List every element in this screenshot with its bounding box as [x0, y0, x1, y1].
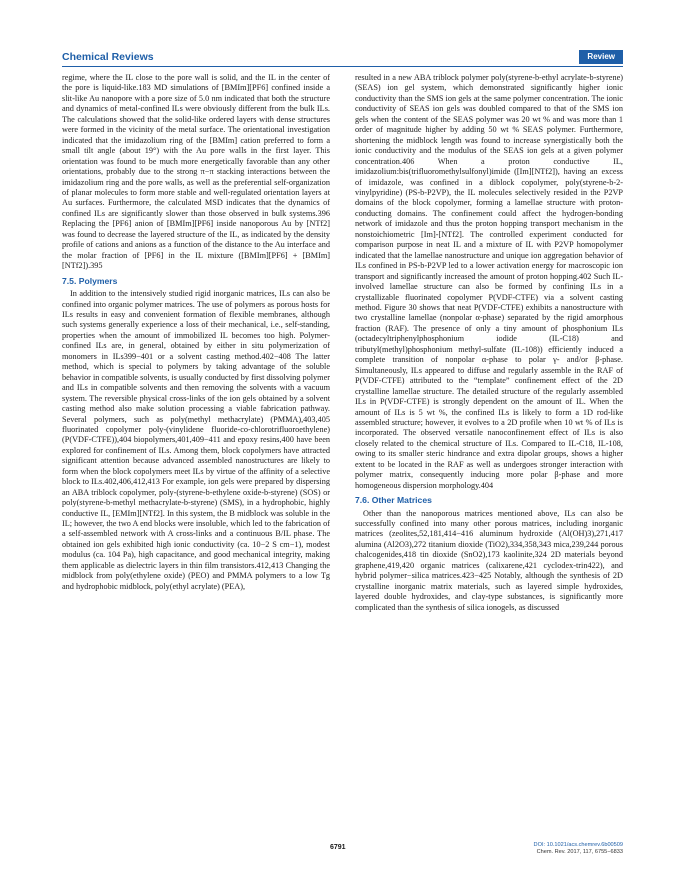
section-heading-other-matrices: 7.6. Other Matrices [355, 495, 432, 506]
right-column [355, 73, 623, 613]
doi-block [534, 842, 623, 856]
left-column [62, 73, 330, 592]
right-paragraph-2: Other than the nanoporous matrices mentioned above, ILs can also be successfully confined into many other porous matrices, including inorganic matrices (zeolites,52,181,414−416 aluminum hydroxide (Al(OH)3),271,417 alumina (Al2O3),272 titanium dioxide (TiO2),334,358,343 mica,239,244 porous chalcogenides,418 tin dioxide (SnO2),173 kaolinite,324 2D materials beyond graphene,419,420 organic matrices (calixarene,421 cyclodex-trin422), and hybrid polymer−silica matrices.423−425 Notably, although the synthesis of 2D crystalline inorganic matrix materials, such as layered simple hydroxides, layered double hydroxides, and clay-type substances, is significantly more complicated than the synthesis of silica ionogels, as discussed [355, 508, 623, 612]
header-rule [62, 66, 623, 67]
left-paragraph-2: In addition to the intensively studied rigid inorganic matrices, ILs can also be confined into organic polymer matrices. The use of polymers as porous hosts for ILs results in easy and convenient formation of flexible membranes, although such systems generally experience a loss of their mechanical, i.e., self-standing, properties when the amount of immobilized IL becomes too high. Polymer-confined ILs are, in general, obtained by either in situ polymerization of monomers in ILs399−401 or a solvent casting method.402−408 The latter method, which is special to polymers by taking advantage of the soluble behavior in compatible solvents, is usually conducted by first dissolving polymer and ILs in compatible solvents and then removing the solvents with a vacuum system. The reversible physical cross-links of the ion gels obtained by a solvent casting method also make solution processing a viable fabrication pathway. Several polymers, such as poly(methyl methacrylate) (PMMA),403,405 fluorinated copolymer poly-(vinylidene fluoride-co-chlorotrifluoroethylene) (P(VDF-CTFE)),404 biopolymers,401,409−411 and epoxy resins,400 have been explored for confinement of ILs. Among them, block copolymers have attracted significant attention because advanced assembled nanostructures are likely to form when the block copolymers meet ILs by virtue of the affinity of a selective block to ILs.402,406,412,413 For example, ion gels were prepared by dispersing an ABA triblock copolymer, poly-(styrene-b-ethylene oxide-b-styrene) (SOS) or poly(styrene-b-methyl methacrylate-b-styrene) (SMS), in a hydrophobic, highly conductive IL, [EMIm][NTf2]. In this system, the B midblock was soluble in the IL; however, the two A end blocks were insoluble, which led to the fabrication of a self-assembled network with A cross-links and a continuous B/IL phase. The obtained ion gels exhibited high ionic conductivity (ca. 10−2 S cm−1), modest modulus (ca. 104 Pa), high capacitance, and good mechanical integrity, making them applicable as dielectric layers in thin film transistors.412,413 Changing the midblock from poly(ethylene oxide) (PEO) and PMMA polymers to a low Tg and hydrophobic midblock, poly(ethyl acrylate) (PEA), [62, 289, 330, 591]
doi-link[interactable]: DOI: 10.1021/acs.chemrev.6b00509 [533, 842, 623, 848]
citation: Chem. Rev. 2017, 117, 6755−6833 [536, 849, 623, 855]
right-paragraph-1: resulted in a new ABA triblock polymer poly(styrene-b-ethyl acrylate-b-styrene) (SEAS) ion gel system, which demonstrated significantly higher ionic conductivity than the SMS ion gels at the same polymer concentration. The ionic conductivity of SEAS ion gels was doubled compared to that of the SMS ion gels when the content of the SEAS polymer was 20 wt % and was more than 1 order of magnitude higher by adding 50 wt % SEAS polymer. Furthermore, shortening the midblock length was found to increase synergistically both the ionic conductivity and the modulus of the SEAS ion gels at a given polymer concentration.406 When a proton conductive IL, imidazolium:bis(trifluoromethylsulfonyl)imide ([Im][NTf2]), having an excess of imidazole, was confined in a diblock copolymer, poly(styrene-b-2-vinylpyridine) (PS-b-P2VP), the IL molecules selectively resided in the P2VP domains of the block copolymer, forming a lamellae structure with proton-conducting domains. The confinement could affect the hydrogen-bonding network of imidazole and thus the proton hopping transport mechanism in the nonstoichiometric [Im]-[NTf2]. The controlled experiment conducted for comparison purpose in neat IL and a mixture of IL with P2VP homopolymer indicated that the lamellae nanostructure and unique ion aggregation behavior of ILs confined in PS-b-P2VP led to a lower activation energy for macroscopic ion transport and significantly increased the amount of proton hopping.402 Such IL-involved lamellae structure can also be formed by confining ILs in a crystallizable fluorinated copolymer P(VDF-CTFE) via a solvent casting method. Figure 30 shows that neat P(VDF-CTFE) exhibits a nanostructure with two crystalline lamellae (nonpolar α-phase) separated by the rigid amorphous fraction (RAF). The presence of only a tiny amount of phosphonium ILs (octadecyltriphenylphosphonium iodide (IL-C18) and tributyl(methyl)phosphonium methyl-sulfate (IL-108)) efficiently induced a complete transition of nonpolar α-phase to polar γ- and/or β-phase. Simultaneously, ILs appeared to diffuse and regularly assemble in the RAF of P(VDF-CTFE) attributed to the “template” confinement effect of the 2D crystalline lamellae structure. The detailed structure of the regularly assembled ILs in P(VDF-CTFE) is strongly dependent on the amount of IL. When the amount of ILs is 5 wt %, the confined ILs is likely to form a 1D rod-like assembled structure; however, it evolves to a 2D profile when 10 wt % of ILs is incorporated. The observed versatile nanoconfinement effect of ILs is also closely related to the chemical structure of ILs. Compared to IL-C18, IL-108, owing to its smaller steric hindrance and extra dipolar groups, shows a higher extent to be located in the RAF as well as undergoes stronger interaction with polymer matrix, consequently inducing more polar β-phase and more homogeneous dispersion morphology.404 [355, 73, 623, 490]
section-badge: Review [579, 50, 623, 64]
section-heading-polymers: 7.5. Polymers [62, 275, 118, 286]
page-header [62, 50, 623, 72]
journal-name: Chemical Reviews [62, 51, 154, 63]
left-paragraph-1: regime, where the IL close to the pore wall is solid, and the IL in the center of the pore is liquid-like.183 MD simulations of [BMIm][PF6] confined inside a slit-like Au nanopore with a pore size of 5.0 nm indicated that both the structure and dynamics of metal-confined ILs were obviously different from the bulk ILs. The calculations showed that the solid-like ordered layers with dense structures were formed in the vicinity of the metal surface. The orientational investigation indicated that the imidazolium ring of the [BMIm] cation preferred to form a small tilt angle (about 19°) with the Au pore walls in the first layer. This orientation was found to be much more energetically favorable than any other orientations, probably due to the strong π−π stacking interactions between the imidazolium ring and the pore walls, as well as the preferential self-organization of planar molecules to form more stable and well-regulated orientation layers at Au surfaces. Furthermore, the calculated MSD indicates that the dynamics of confined ILs are significantly slower than those observed in bulk systems.396 Replacing the [PF6] anion of [BMIm][PF6] inside nanoporous Au by [NTf2] was found to decrease the layered structure of the IL, as indicated by the density profile of cations and anions as a function of the distance to the Au interface and the molar fraction of [PF6] in the IL mixture ([BMIm][PF6] + [BMIm][NTf2]).395 [62, 73, 330, 271]
page-number: 6791 [330, 844, 346, 851]
